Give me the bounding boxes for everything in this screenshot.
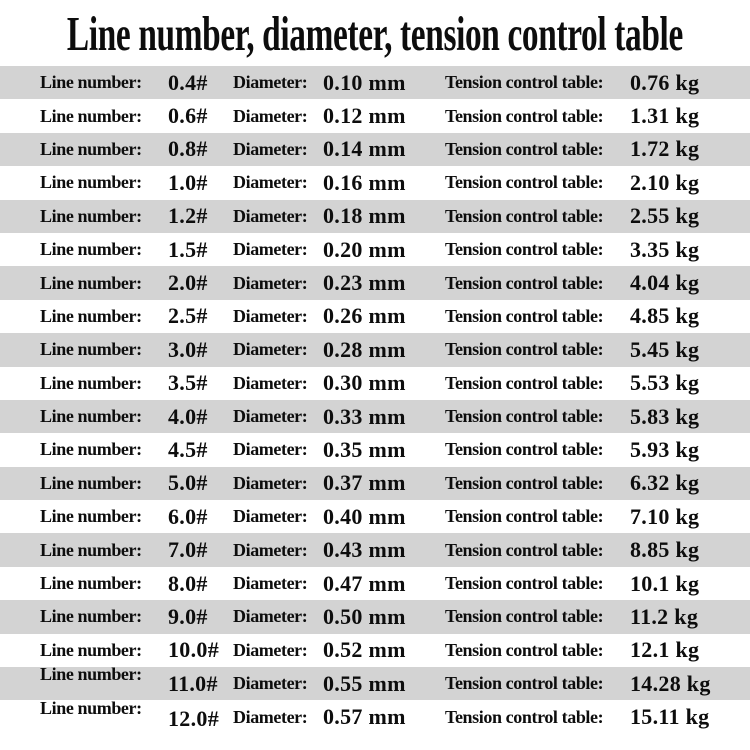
tension-value: 14.28 kg	[630, 670, 711, 696]
diameter-value: 0.40 mm	[323, 503, 406, 529]
line-number-label: Line number:	[40, 539, 142, 560]
line-number-label: Line number:	[40, 664, 142, 685]
line-number-value: 1.5#	[168, 236, 208, 262]
line-number-value: 0.6#	[168, 103, 208, 129]
diameter-value: 0.18 mm	[323, 203, 406, 229]
table-row	[0, 300, 750, 333]
table-row	[0, 133, 750, 166]
tension-value: 12.1 kg	[630, 637, 700, 663]
page-title: Line number, diameter, tension control table	[67, 5, 683, 61]
diameter-value: 0.57 mm	[323, 704, 406, 730]
diameter-value: 0.26 mm	[323, 303, 406, 329]
line-number-label: Line number:	[40, 639, 142, 660]
tension-label: Tension control table:	[445, 606, 604, 627]
line-number-value: 0.8#	[168, 136, 208, 162]
line-number-value: 12.0#	[168, 706, 219, 732]
diameter-value: 0.12 mm	[323, 103, 406, 129]
tension-label: Tension control table:	[445, 406, 604, 427]
table-row	[0, 697, 750, 733]
table-row	[0, 166, 750, 199]
table-row	[0, 266, 750, 299]
line-number-label: Line number:	[40, 239, 142, 260]
tension-value: 2.55 kg	[630, 203, 700, 229]
line-number-label: Line number:	[40, 606, 142, 627]
line-number-label: Line number:	[40, 372, 142, 393]
line-number-value: 8.0#	[168, 570, 208, 596]
table-row	[0, 567, 750, 600]
tension-label: Tension control table:	[445, 639, 604, 660]
line-number-label: Line number:	[40, 506, 142, 527]
tension-value: 6.32 kg	[630, 470, 700, 496]
diameter-label: Diameter:	[233, 639, 308, 660]
line-number-label: Line number:	[40, 272, 142, 293]
diameter-value: 0.10 mm	[323, 69, 406, 95]
diameter-value: 0.20 mm	[323, 236, 406, 262]
tension-label: Tension control table:	[445, 372, 604, 393]
line-number-label: Line number:	[40, 406, 142, 427]
line-number-label: Line number:	[40, 138, 142, 159]
tension-value: 10.1 kg	[630, 570, 700, 596]
tension-value: 11.2 kg	[630, 603, 699, 629]
diameter-value: 0.28 mm	[323, 336, 406, 362]
diameter-label: Diameter:	[233, 372, 308, 393]
table-row	[0, 233, 750, 266]
diameter-value: 0.43 mm	[323, 537, 406, 563]
tension-label: Tension control table:	[445, 339, 604, 360]
diameter-label: Diameter:	[233, 138, 308, 159]
line-number-label: Line number:	[40, 339, 142, 360]
line-number-value: 3.5#	[168, 370, 208, 396]
line-number-value: 9.0#	[168, 603, 208, 629]
tension-label: Tension control table:	[445, 172, 604, 193]
tension-value: 4.85 kg	[630, 303, 700, 329]
diameter-label: Diameter:	[233, 539, 308, 560]
table-row	[0, 500, 750, 533]
line-number-label: Line number:	[40, 697, 142, 718]
tension-label: Tension control table:	[445, 539, 604, 560]
diameter-value: 0.14 mm	[323, 136, 406, 162]
tension-label: Tension control table:	[445, 239, 604, 260]
tension-label: Tension control table:	[445, 472, 604, 493]
diameter-label: Diameter:	[233, 239, 308, 260]
diameter-value: 0.35 mm	[323, 436, 406, 462]
diameter-label: Diameter:	[233, 272, 308, 293]
table-row	[0, 66, 750, 99]
tension-label: Tension control table:	[445, 72, 604, 93]
diameter-value: 0.23 mm	[323, 270, 406, 296]
diameter-label: Diameter:	[233, 172, 308, 193]
table-row	[0, 467, 750, 500]
line-number-label: Line number:	[40, 205, 142, 226]
diameter-label: Diameter:	[233, 305, 308, 326]
tension-value: 5.83 kg	[630, 403, 700, 429]
diameter-label: Diameter:	[233, 439, 308, 460]
tension-value: 5.45 kg	[630, 336, 700, 362]
table-row	[0, 634, 750, 667]
line-number-value: 2.0#	[168, 270, 208, 296]
line-number-value: 2.5#	[168, 303, 208, 329]
table-row	[0, 99, 750, 132]
line-number-label: Line number:	[40, 573, 142, 594]
tension-value: 7.10 kg	[630, 503, 700, 529]
diameter-value: 0.33 mm	[323, 403, 406, 429]
diameter-value: 0.37 mm	[323, 470, 406, 496]
line-number-value: 4.5#	[168, 436, 208, 462]
line-number-value: 5.0#	[168, 470, 208, 496]
diameter-label: Diameter:	[233, 205, 308, 226]
tension-label: Tension control table:	[445, 439, 604, 460]
tension-label: Tension control table:	[445, 138, 604, 159]
diameter-label: Diameter:	[233, 72, 308, 93]
tension-label: Tension control table:	[445, 506, 604, 527]
tension-value: 3.35 kg	[630, 236, 700, 262]
diameter-label: Diameter:	[233, 406, 308, 427]
table-row	[0, 433, 750, 466]
table-row	[0, 200, 750, 233]
tension-value: 1.31 kg	[630, 103, 700, 129]
diameter-label: Diameter:	[233, 105, 308, 126]
line-tension-table	[0, 66, 750, 734]
title-bar	[0, 0, 750, 66]
diameter-label: Diameter:	[233, 506, 308, 527]
tension-label: Tension control table:	[445, 205, 604, 226]
diameter-value: 0.50 mm	[323, 603, 406, 629]
diameter-label: Diameter:	[233, 706, 308, 727]
tension-value: 8.85 kg	[630, 537, 700, 563]
line-number-label: Line number:	[40, 172, 142, 193]
line-number-label: Line number:	[40, 305, 142, 326]
tension-label: Tension control table:	[445, 573, 604, 594]
diameter-label: Diameter:	[233, 673, 308, 694]
line-number-label: Line number:	[40, 105, 142, 126]
diameter-value: 0.16 mm	[323, 169, 406, 195]
tension-label: Tension control table:	[445, 272, 604, 293]
line-number-value: 3.0#	[168, 336, 208, 362]
table-row	[0, 367, 750, 400]
line-number-value: 1.0#	[168, 169, 208, 195]
table-row	[0, 600, 750, 633]
tension-value: 1.72 kg	[630, 136, 700, 162]
tension-value: 5.93 kg	[630, 436, 700, 462]
tension-value: 4.04 kg	[630, 270, 700, 296]
line-number-value: 4.0#	[168, 403, 208, 429]
line-number-value: 7.0#	[168, 537, 208, 563]
line-number-value: 6.0#	[168, 503, 208, 529]
table-row	[0, 533, 750, 566]
line-number-value: 10.0#	[168, 637, 219, 663]
line-number-label: Line number:	[40, 472, 142, 493]
tension-label: Tension control table:	[445, 105, 604, 126]
diameter-value: 0.47 mm	[323, 570, 406, 596]
tension-label: Tension control table:	[445, 706, 604, 727]
table-row	[0, 400, 750, 433]
line-number-label: Line number:	[40, 72, 142, 93]
diameter-value: 0.30 mm	[323, 370, 406, 396]
line-number-value: 0.4#	[168, 69, 208, 95]
diameter-value: 0.55 mm	[323, 670, 406, 696]
tension-value: 0.76 kg	[630, 69, 700, 95]
tension-label: Tension control table:	[445, 305, 604, 326]
table-row	[0, 333, 750, 366]
table-row	[0, 664, 750, 700]
diameter-label: Diameter:	[233, 339, 308, 360]
line-number-label: Line number:	[40, 439, 142, 460]
diameter-label: Diameter:	[233, 472, 308, 493]
line-number-value: 11.0#	[168, 670, 218, 696]
tension-value: 5.53 kg	[630, 370, 700, 396]
tension-value: 2.10 kg	[630, 169, 700, 195]
diameter-label: Diameter:	[233, 606, 308, 627]
diameter-label: Diameter:	[233, 573, 308, 594]
diameter-value: 0.52 mm	[323, 637, 406, 663]
tension-label: Tension control table:	[445, 673, 604, 694]
tension-value: 15.11 kg	[630, 704, 710, 730]
line-number-value: 1.2#	[168, 203, 208, 229]
